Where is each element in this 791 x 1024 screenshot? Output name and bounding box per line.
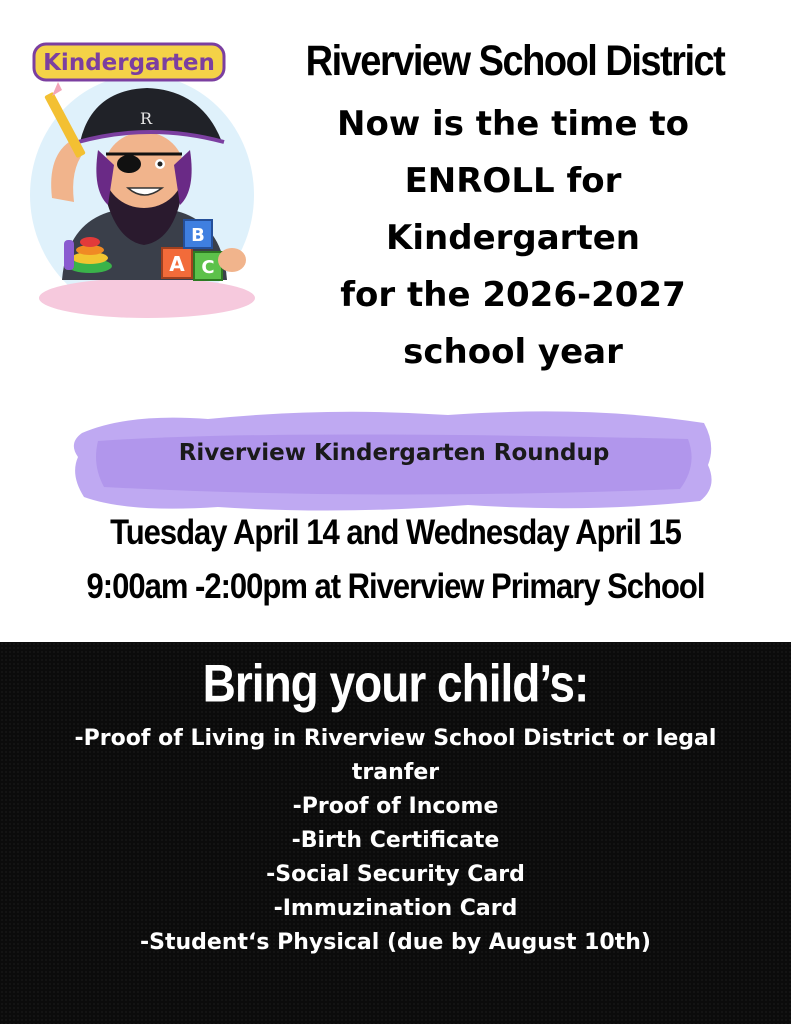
event-time-location: 9:00am -2:00pm at Riverview Primary School	[86, 566, 705, 607]
headline-line: Now is the time to	[337, 104, 689, 144]
requirements-list	[40, 722, 751, 960]
event-name: Riverview Kindergarten Roundup	[178, 440, 610, 466]
headline-line: for the 2026-2027	[340, 275, 686, 315]
list-item: -Student‘s Physical (due by August 10th)	[140, 930, 651, 955]
event-dates: Tuesday April 14 and Wednesday April 15	[110, 512, 681, 553]
badge-text: Kindergarten	[43, 50, 215, 76]
svg-text:A: A	[169, 252, 185, 276]
list-item: -Birth Certificate	[291, 828, 500, 853]
requirements-panel	[0, 642, 791, 1024]
svg-text:C: C	[201, 257, 215, 278]
list-item: -Social Security Card	[266, 862, 525, 887]
pirate-mascot-illustration	[22, 30, 262, 320]
district-name: Riverview School District	[305, 38, 725, 86]
list-item: -Immuzination Card	[273, 896, 518, 921]
headline-line: Kindergarten	[386, 218, 640, 258]
hat-letter: R	[139, 109, 153, 128]
list-item: -Proof of Income	[292, 794, 499, 819]
requirements-title: Bring your child’s:	[202, 653, 589, 713]
list-item: -Proof of Living in Riverview School District or legal tranfer	[74, 726, 717, 785]
svg-text:B: B	[191, 225, 205, 246]
headline-line: ENROLL for	[404, 161, 622, 201]
headline-line: school year	[403, 332, 623, 372]
enroll-headline	[268, 96, 758, 381]
